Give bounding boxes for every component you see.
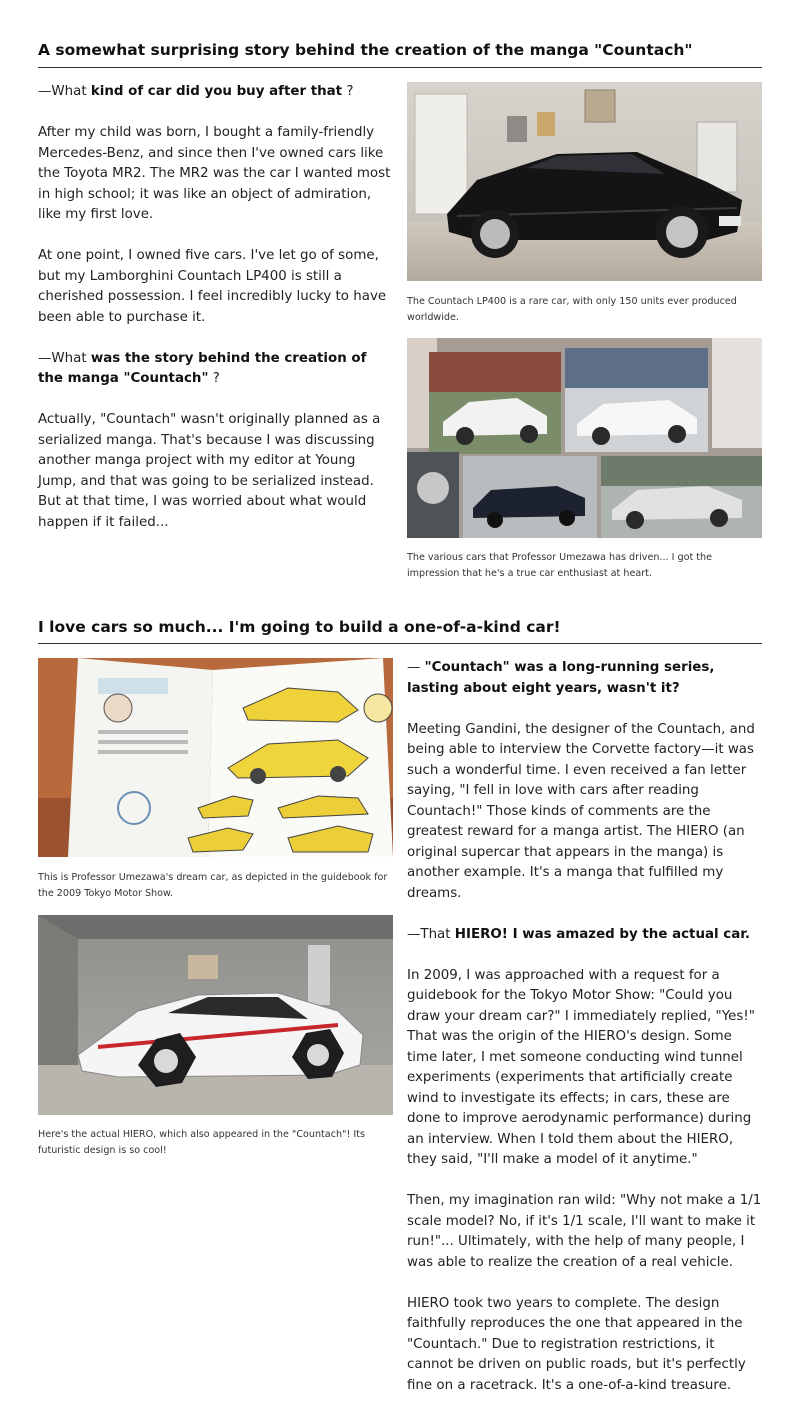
photo-caption: The various cars that Professor Umezawa has driven... I got the impression that he's a true car enthusiast at heart. bbox=[407, 552, 713, 579]
article-column-right bbox=[407, 658, 762, 1417]
interview-question: — "Countach" was a long-running series, lasting about eight years, wasn't it? bbox=[407, 660, 715, 696]
interview-question: —That HIERO! I was amazed by the actual car. bbox=[407, 926, 751, 942]
past-cars-collage-photo bbox=[407, 338, 762, 538]
answer-paragraph: In 2009, I was approached with a request for a guidebook for the Tokyo Motor Show: "Could you draw your dream car?" I immediately replied, "Yes!" That was the origin of the HIERO's design. Some time later, I met someone conducting wind tunnel experiments (experiments that artificially create wind to investigate its effects; in cars, these are done to improve aerodynamic performance) during an interview. When I told them about the HIERO, they said, "I'll make a model of it anytime." bbox=[407, 967, 755, 1167]
answer-paragraph: Then, my imagination ran wild: "Why not make a 1/1 scale model? No, if it's 1/1 scale, I'll want to make it run!"... Ultimately, with the help of many people, I was able to realize the creation of a real vehicle. bbox=[407, 1193, 762, 1270]
question-text: HIERO! I was amazed by the actual car. bbox=[454, 926, 751, 942]
article-column-left bbox=[38, 82, 393, 554]
guidebook-dream-car-photo bbox=[38, 658, 393, 857]
photo-caption: Here's the actual HIERO, which also appeared in the "Countach"! Its futuristic design is so cool! bbox=[38, 1129, 365, 1156]
photo-caption: This is Professor Umezawa's dream car, as depicted in the guidebook for the 2009 Tokyo Motor Show. bbox=[38, 872, 388, 899]
question-text: kind of car did you buy after that bbox=[90, 84, 343, 99]
section-divider bbox=[38, 67, 762, 68]
section-title-one-of-a-kind-car: I love cars so much... I'm going to build a one-of-a-kind car! bbox=[38, 618, 561, 636]
answer-paragraph: Meeting Gandini, the designer of the Countach, and being able to interview the Corvette factory—it was such a wonderful time. I even received a fan letter saying, "I fell in love with cars after reading Countach!" Those kinds of comments are the greatest reward for a manga artist. The HIERO (an original supercar that appears in the manga) is another example. It's a manga that fulfilled my dreams. bbox=[407, 721, 755, 901]
hiero-car-photo bbox=[38, 915, 393, 1115]
section-divider bbox=[38, 643, 762, 644]
interview-question: —What was the story behind the creation of the manga "Countach" ? bbox=[38, 350, 367, 386]
answer-paragraph: At one point, I owned five cars. I've let go of some, but my Lamborghini Countach LP400 is still a cherished possession. I feel incredibly lucky to have been able to purchase it. bbox=[38, 248, 387, 325]
question-text: was the story behind the creation of the manga "Countach" bbox=[38, 350, 367, 386]
countach-lp400-photo bbox=[407, 82, 762, 281]
answer-paragraph: Actually, "Countach" wasn't originally planned as a serialized manga. That's because I was discussing another manga project with my editor at Young Jump, and that was going to be serialized instead. But at that time, I was worried about what would happen if it failed... bbox=[38, 412, 381, 530]
photo-caption: The Countach LP400 is a rare car, with only 150 units ever produced worldwide. bbox=[407, 296, 737, 323]
question-text: "Countach" was a long-running series, lasting about eight years, wasn't it? bbox=[407, 660, 715, 696]
section-title-countach-story: A somewhat surprising story behind the creation of the manga "Countach" bbox=[38, 41, 693, 59]
answer-paragraph: HIERO took two years to complete. The design faithfully reproduces the one that appeared in the "Countach." Due to registration restrictions, it cannot be driven on public roads, but it's perfectly fine on a racetrack. It's a one-of-a-kind treasure. bbox=[407, 1295, 746, 1393]
answer-paragraph: After my child was born, I bought a family-friendly Mercedes-Benz, and since then I've owned cars like the Toyota MR2. The MR2 was the car I wanted most in high school; it was like an object of admiration, like my first love. bbox=[38, 125, 391, 222]
interview-question: —What kind of car did you buy after that ? bbox=[38, 84, 354, 99]
